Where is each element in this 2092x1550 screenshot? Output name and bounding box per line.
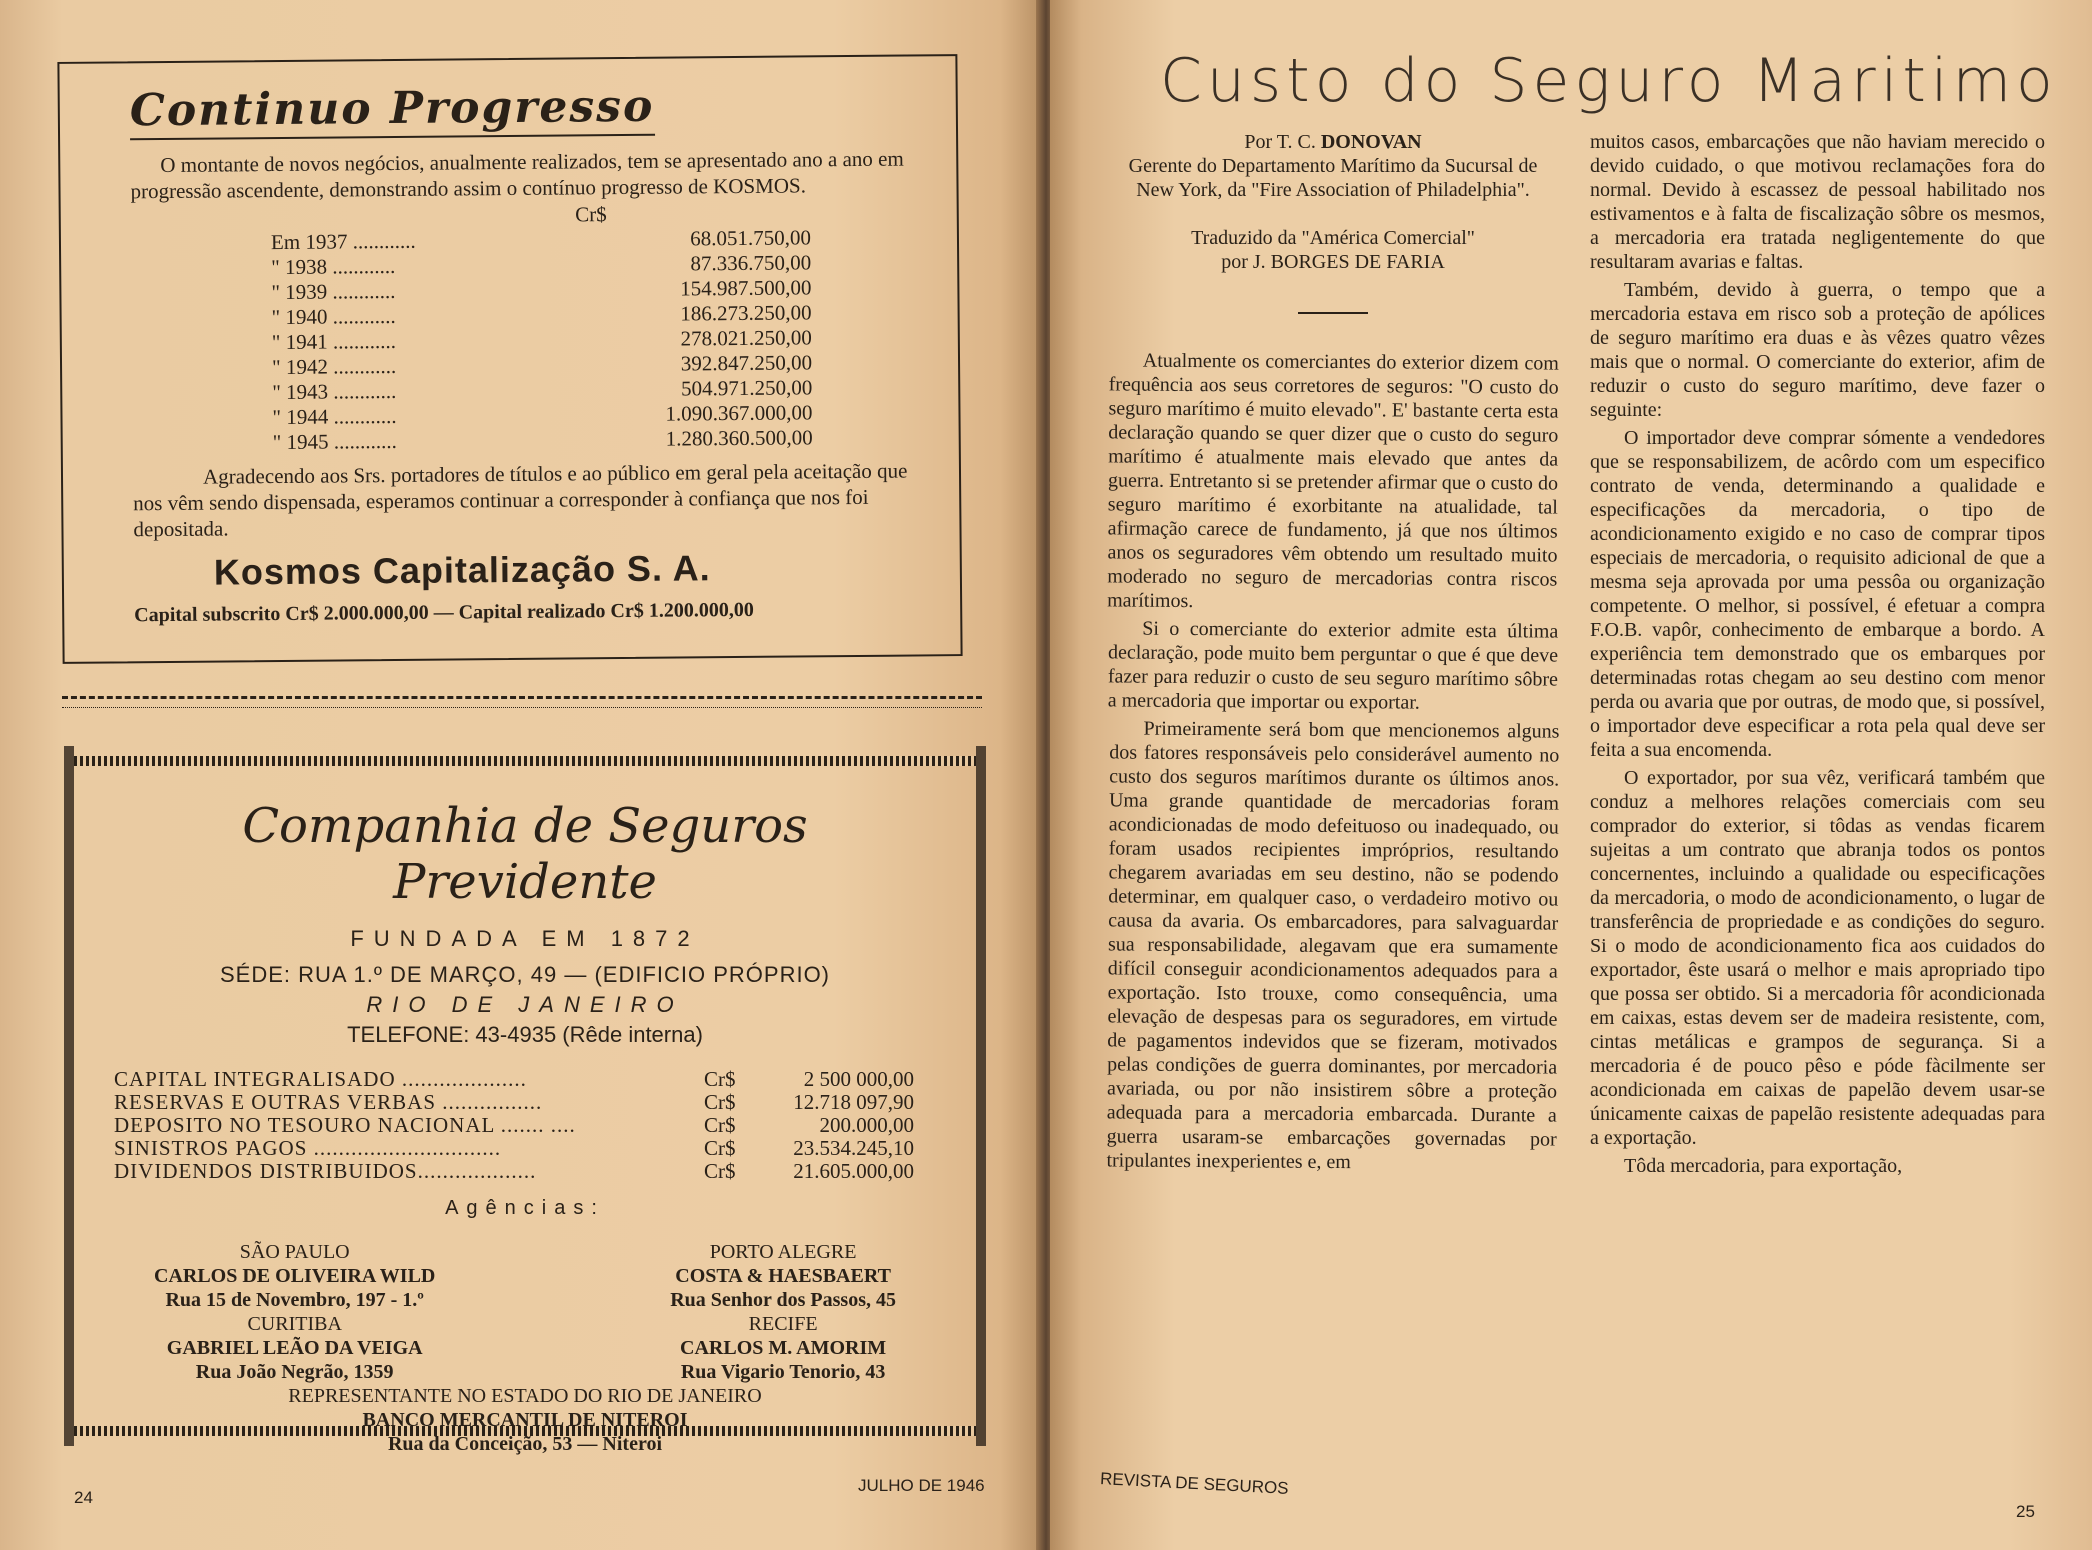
article-paragraph: O importador deve comprar sómente a vendedores que se responsabilizem, de acôrdo com um especifico contrato de venda, determinando a qualidade e especificações da mercadoria, o tipo de acondicionamento exigido e no caso de comprar tipos especiais de mercadoria, o requisito adicional de que a mesma seja aprovada por uma pessôa ou organização competente. O melhor, si possível, é efetuar a compra F.O.B. vapôr, conhecimento de embarque a bordo. A experiência tem demonstrado que os embarques por determinadas rotas chegam ao seu destino com menor perda ou avaria que por outras, de modo que, si possível, o importador deve especificar a rota pela qual deve ser feita a sua encomenda. [1590, 427, 2045, 761]
financial-label: SINISTROS PAGOS .............................. [114, 1136, 502, 1160]
year-cell: Em 1937 ............ [270, 228, 416, 255]
previdente-advertisement [64, 746, 986, 1455]
financial-currency: Cr$ [704, 1090, 736, 1114]
article-title: Custo do Seguro Maritimo [1160, 46, 2058, 116]
article-column-2 [1590, 130, 2045, 1182]
article-paragraph: Si o comerciante do exterior admite esta última declaração, pode muito bem perguntar o que é que deve fazer para reduzir o custo de seu seguro marítimo sôbre a mercadoria que importar ou exportar. [1107, 617, 1559, 714]
decorative-divider [62, 696, 982, 708]
agencies-right-column [670, 1240, 896, 1384]
representative-address: Rua da Conceição, 53 — Niteroi [387, 1433, 663, 1455]
section-rule [1298, 312, 1368, 314]
kosmos-advertisement [57, 54, 962, 664]
agency-agent: GABRIEL LEÃO DA VEIGA [166, 1337, 423, 1359]
financial-label: RESERVAS E OUTRAS VERBAS ................ [114, 1090, 543, 1114]
financial-label: DIVIDENDOS DISTRIBUIDOS................... [114, 1159, 537, 1183]
agency-city: CURITIBA [247, 1313, 342, 1335]
article-column-1 [1108, 130, 1558, 1178]
agencies-heading: Agências: [445, 1197, 605, 1219]
ad-thanks-text: Agradecendo aos Srs. portadores de títulos e ao público em geral pela aceitação que nos vêm sendo dispensada, esperamos continuar a corresponder à confiança que nos foi depositada. [133, 458, 908, 542]
article-paragraph: Atualmente os comerciantes do exterior dizem com frequência aos seus corretores de seguros: "O custo do seguro marítimo é muito elevado". E' bastante certa esta declaração quando se quer dizer que o custo do seguro marítimo é atualmente mais elevado que antes da guerra. Entretanto si se pretender afirmar que o custo do seguro marítimo é exorbitante na atualidade, tal afirmação carece de fundamento, já que nos últimos anos os seguradores vêm obtendo um resultado muito moderado no seguro de mercadorias contra riscos marítimos. [1107, 349, 1559, 613]
amount-cell: 504.971.250,00 [680, 375, 813, 401]
amount-cell: 278.021.250,00 [680, 325, 812, 351]
financial-amount: 2 500 000,00 [803, 1067, 914, 1091]
amount-cell: 68.051.750,00 [690, 225, 812, 251]
financial-row [114, 1137, 914, 1160]
year-cell: " 1938 ............ [271, 253, 396, 280]
state-representative [114, 1384, 936, 1456]
year-cell: " 1941 ............ [271, 328, 397, 355]
financial-currency: Cr$ [704, 1136, 736, 1160]
agency-city: PORTO ALEGRE [709, 1241, 857, 1263]
representative-name: BANCO MERCANTIL DE NITEROI [362, 1409, 688, 1431]
financial-amount: 21.605.000,00 [793, 1159, 914, 1183]
year-cell: " 1945 ............ [272, 428, 397, 455]
growth-table [271, 225, 813, 455]
agencies-list [114, 1240, 936, 1384]
translation-credit [1108, 226, 1558, 274]
page-number-right: 25 [2016, 1502, 2035, 1521]
financial-label: DEPOSITO NO TESOURO NACIONAL ....... .... [114, 1113, 576, 1137]
agency-agent: CARLOS M. AMORIM [680, 1337, 887, 1359]
page-number-left: 24 [74, 1488, 93, 1507]
left-page [0, 0, 1042, 1550]
year-cell: " 1944 ............ [272, 403, 397, 430]
year-cell: " 1940 ............ [271, 303, 396, 330]
agency-address: Rua 15 de Novembro, 197 - 1.º [165, 1289, 424, 1311]
telephone-line: TELEFONE: 43-4935 (Rêde interna) [347, 1022, 703, 1047]
ad-title: Continuo Progresso [130, 81, 655, 141]
byline [1108, 130, 1558, 202]
insurer-name: Companhia de Seguros Previdente [242, 798, 808, 910]
headquarters-city: RIO DE JANEIRO [366, 992, 684, 1017]
amount-cell: 1.280.360.500,00 [665, 425, 813, 451]
translator-prefix: por [1221, 251, 1253, 273]
financial-row [114, 1068, 914, 1091]
agency-agent: CARLOS DE OLIVEIRA WILD [154, 1265, 436, 1287]
agencies-left-column [154, 1240, 435, 1384]
amount-cell: 392.847.250,00 [680, 350, 813, 376]
agency-address: Rua Senhor dos Passos, 45 [670, 1289, 896, 1311]
author-role: Gerente do Departamento Marítimo da Sucursal de New York, da "Fire Association of Philadelphia". [1128, 155, 1538, 201]
year-cell: " 1942 ............ [271, 353, 397, 380]
translation-source: Traduzido da "América Comercial" [1191, 227, 1475, 249]
author-name: DONOVAN [1320, 131, 1422, 153]
translator-name: J. BORGES DE FARIA [1252, 251, 1445, 273]
financial-label: CAPITAL INTEGRALISADO .................... [114, 1067, 527, 1091]
growth-row [273, 425, 813, 455]
article-paragraph: O exportador, por sua vêz, verificará também que conduz a melhores relações comerciais com seu comprador do exterior, si tôdas as vendas ficarem sujeitas a um contrato que abranja todos os pontos concernentes, incluindo a qualidade ou especificações da mercadoria, o modo de acondicionamento, o lugar de transferência de propriedade e as condições do seguro. Si o modo de acondicionamento fica aos cuidados do exportador, êste usará o melhor e mais apropriado tipo que possa ser obtido. Si a mercadoria fôr acondicionada em caixas, estas devem ser de madeira resistente, com, cintas metálicas e grampos de segurança. Si a mercadoria é de pouco pêso e póde fàcilmente ser acondicionada em caixas de papelão devem usar-se únicamente caixas de papelão resistente adequadas para a exportação. [1590, 767, 2045, 1149]
ad-intro-text: O montante de novos negócios, anualmente realizados, tem se apresentado ano a ano em progressão ascendente, demonstrando assim o contínuo progresso de KOSMOS. [130, 146, 904, 204]
agency-city: SÃO PAULO [239, 1241, 350, 1263]
representative-title: REPRESENTANTE NO ESTADO DO RIO DE JANEIRO [288, 1385, 762, 1407]
year-cell: " 1939 ............ [271, 278, 396, 305]
capital-line: Capital subscrito Cr$ 2.000.000,00 — Capital realizado Cr$ 1.200.000,00 [134, 598, 754, 627]
byline-prefix: Por T. C. [1244, 131, 1321, 153]
article-paragraph: muitos casos, embarcações que não haviam merecido o devido cuidado, o que motivou reclamações fora do normal. Devido à escassez de pessoal habilitado nos estivamentos e à falta de fiscalização sôbre os mesmos, a mercadoria era tratada negligentemente do que resultaram avarias e faltas. [1590, 131, 2045, 273]
year-cell: " 1943 ............ [272, 378, 397, 405]
financials-table [114, 1068, 914, 1183]
agency-address: Rua Vigario Tenorio, 43 [680, 1361, 886, 1383]
financial-row [114, 1160, 914, 1183]
company-name: Kosmos Capitalização S. A. [213, 547, 711, 593]
article-paragraph: Tôda mercadoria, para exportação, [1624, 1155, 1903, 1177]
amount-cell: 154.987.500,00 [680, 275, 812, 301]
amount-cell: 186.273.250,00 [680, 300, 812, 326]
headquarters-address: SÉDE: RUA 1.º DE MARÇO, 49 — (EDIFICIO PRÓPRIO) [219, 962, 831, 987]
article-paragraph: Também, devido à guerra, o tempo que a mercadoria estava em risco sob a proteção de apólices de seguro marítimo era duas e às vêzes quatro vêzes mais que o normal. O comerciante do exterior, afim de reduzir o custo do seguro marítimo, deve fazer o seguinte: [1590, 279, 2045, 421]
financial-currency: Cr$ [704, 1113, 736, 1137]
financial-row [114, 1091, 914, 1114]
founded-line: FUNDADA EM 1872 [350, 926, 700, 951]
footer-date: JULHO DE 1946 [858, 1476, 985, 1495]
financial-row [114, 1114, 914, 1137]
financial-currency: Cr$ [704, 1067, 736, 1091]
agency-address: Rua João Negrão, 1359 [195, 1361, 394, 1383]
financial-currency: Cr$ [704, 1159, 736, 1183]
amount-cell: 1.090.367.000,00 [665, 400, 813, 426]
currency-header: Cr$ [575, 202, 607, 227]
financial-amount: 12.718 097,90 [793, 1090, 914, 1114]
financial-amount: 200.000,00 [819, 1113, 914, 1137]
financial-amount: 23.534.245,10 [793, 1136, 914, 1160]
footer-magazine: REVISTA DE SEGUROS [1099, 1469, 1290, 1498]
article-paragraph: Primeiramente será bom que mencionemos alguns dos fatores responsáveis pelo considerável aumento no custo dos seguros marítimos durante os últimos anos. Uma grande quantidade de mercadorias foram acondicionadas de modo defeituoso ou inadequado, ou foram usados recipientes impróprios, resultando chegarem avariadas em seu destino, não se podendo determinar, em qualquer caso, o verdadeiro motivo ou causa da avaria. Os embarcadores, para salvaguardar sua responsabilidade, alegavam que era sumamente difícil conseguir acondicionamentos adequados para a exportação. Isto trouxe, como consequência, uma elevação de despesas para os seguradores, em virtude de pagamentos indevidos que se fizeram, motivados pelas condições de guerra dominantes, por mercadoria avariada, ou por não insistirem sôbre a proteção adequada para a mercadoria embarcada. Durante a guerra usaram-se embarcações governadas por tripulantes inexperientes e, em [1106, 717, 1560, 1174]
agency-city: RECIFE [748, 1313, 818, 1335]
agency-agent: COSTA & HAESBAERT [675, 1265, 891, 1287]
amount-cell: 87.336.750,00 [690, 250, 812, 276]
